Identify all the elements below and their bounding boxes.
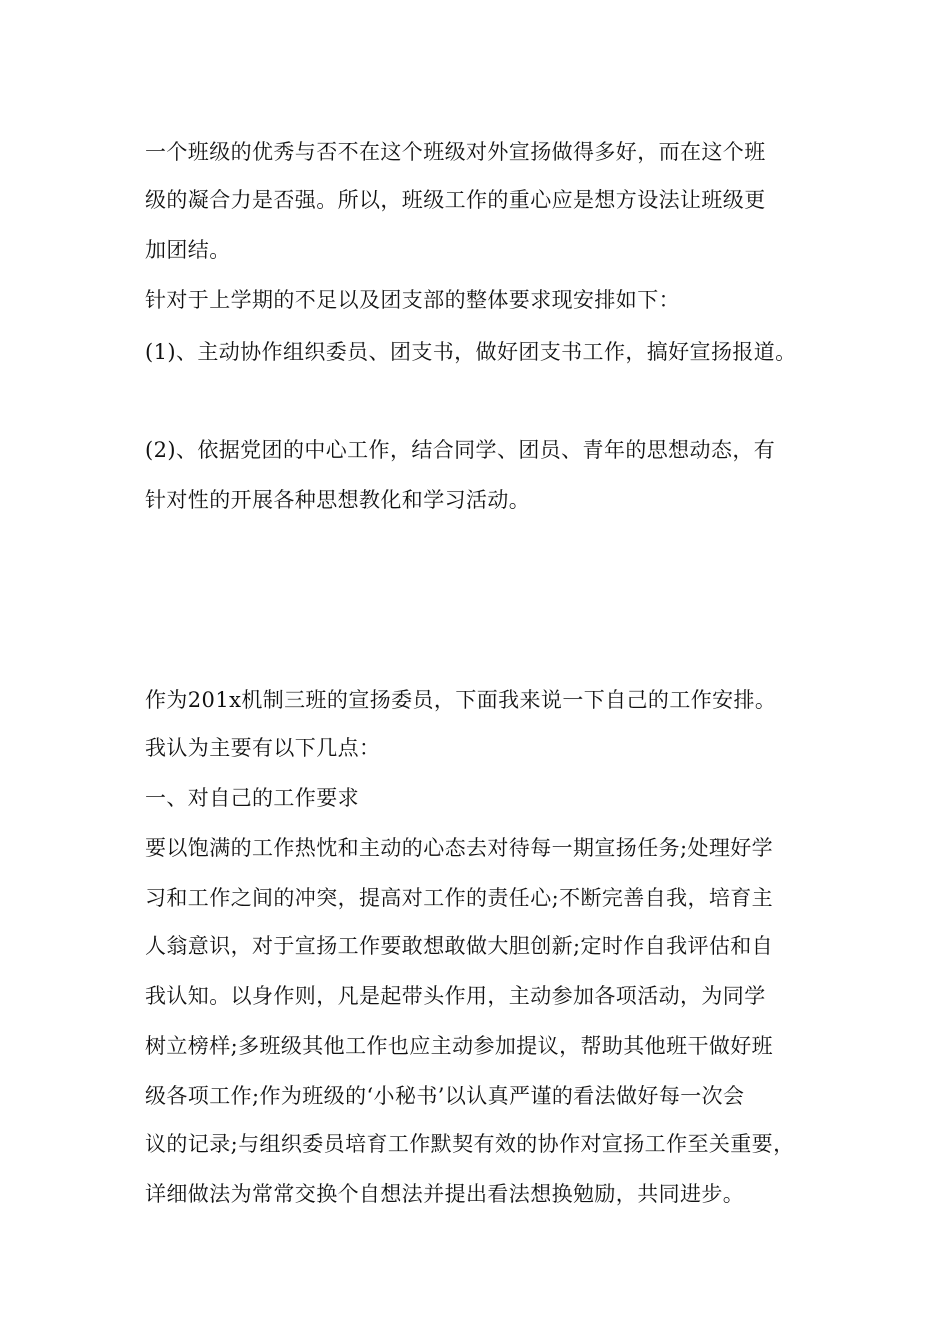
text-line: 加团结。 xyxy=(145,238,231,262)
text-line: 我认为主要有以下几点： xyxy=(145,736,381,760)
text-line: 针对性的开展各种思想教化和学习活动。 xyxy=(145,488,531,512)
text-line: 一个班级的优秀与否不在这个班级对外宣扬做得多好，而在这个班 xyxy=(145,140,766,164)
text-line: 习和工作之间的冲突，提高对工作的责任心;不断完善自我，培育主 xyxy=(145,886,774,910)
section-heading: 一、对自己的工作要求 xyxy=(145,786,359,810)
text-line: 我认知。以身作则，凡是起带头作用，主动参加各项活动，为同学 xyxy=(145,984,766,1008)
text-line: 详细做法为常常交换个自想法并提出看法想换勉励，共同进步。 xyxy=(145,1182,745,1206)
text-line: 级的凝合力是否强。所以，班级工作的重心应是想方设法让班级更 xyxy=(145,188,766,212)
text-line: 针对于上学期的不足以及团支部的整体要求现安排如下： xyxy=(145,288,680,312)
list-item-1: (1)、主动协作组织委员、团支书，做好团支书工作，搞好宣扬报道。 xyxy=(145,340,797,364)
list-item-2: (2)、依据党团的中心工作，结合同学、团员、青年的思想动态，有 xyxy=(145,438,776,462)
text-line: 树立榜样;多班级其他工作也应主动参加提议，帮助其他班干做好班 xyxy=(145,1034,774,1058)
text-line: 要以饱满的工作热忱和主动的心态去对待每一期宣扬任务;处理好学 xyxy=(145,836,774,860)
text-line: 议的记录;与组织委员培育工作默契有效的协作对宣扬工作至关重要， xyxy=(145,1132,795,1156)
text-line: 人翁意识，对于宣扬工作要敢想敢做大胆创新;定时作自我评估和自 xyxy=(145,934,774,958)
text-line: 作为201x机制三班的宣扬委员，下面我来说一下自己的工作安排。 xyxy=(145,688,777,712)
text-line: 级各项工作;作为班级的‘小秘书’以认真严谨的看法做好每一次会 xyxy=(145,1084,745,1108)
